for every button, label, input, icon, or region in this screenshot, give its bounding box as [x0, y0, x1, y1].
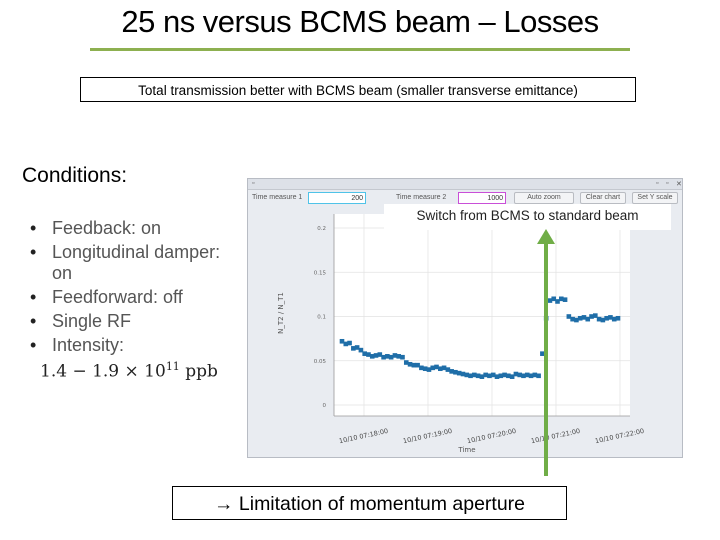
minimize-icon[interactable]: ▫	[656, 180, 659, 187]
condition-text: Feedforward: off	[52, 287, 183, 307]
clear-chart-button[interactable]: Clear chart	[580, 192, 626, 204]
y-tick-label: 0.05	[313, 358, 326, 365]
x-tick-label: 10/10 07:18:00	[338, 426, 389, 446]
x-tick-label: 10/10 07:21:00	[530, 426, 581, 446]
switch-callout: Switch from BCMS to standard beam	[384, 204, 671, 230]
x-tick-label: 10/10 07:22:00	[594, 426, 645, 446]
bullet-icon: •	[30, 287, 37, 307]
set-y-scale-button[interactable]: Set Y scale	[632, 192, 678, 204]
time-measure-2-label: Time measure 2	[396, 194, 447, 201]
right-arrow-icon: →	[213, 493, 234, 515]
slide-title: 25 ns versus BCMS beam – Losses	[121, 4, 599, 39]
y-tick-label: 0	[322, 403, 326, 409]
time-measure-2-input[interactable]: 1000	[458, 192, 506, 204]
condition-text: Single RF	[52, 311, 132, 331]
time-measure-1-input[interactable]: 200	[308, 192, 366, 204]
intensity-exponent: 11	[165, 360, 180, 373]
intensity-range: 1.4 − 1.9 × 10	[40, 361, 166, 382]
y-tick-label: 0.15	[313, 270, 326, 277]
bullet-icon: •	[30, 242, 37, 262]
y-tick-label: 0.1	[317, 314, 326, 321]
condition-text: Intensity:	[52, 335, 125, 355]
close-icon[interactable]: ✕	[676, 181, 682, 188]
auto-zoom-toggle[interactable]: Auto zoom	[514, 192, 574, 204]
bullet-icon: •	[30, 335, 37, 355]
x-tick-label: 10/10 07:19:00	[402, 426, 453, 446]
condition-text: Longitudinal damper:	[52, 242, 221, 262]
condition-text: Feedback: on	[52, 218, 162, 238]
x-tick-label: 10/10 07:20:00	[466, 426, 517, 446]
maximize-icon[interactable]: ▫	[666, 180, 669, 187]
window-menu-icon[interactable]: ▫	[252, 180, 255, 187]
y-axis-label: N_T2 / N_T1	[277, 292, 285, 334]
bullet-icon: •	[30, 311, 37, 331]
transmission-note: Total transmission better with BCMS beam (smaller transverse emittance)	[80, 77, 636, 102]
intensity-unit: ppb	[185, 361, 218, 382]
condition-text: on	[52, 263, 73, 283]
conclusion-text: Limitation of momentum aperture	[238, 493, 526, 515]
x-axis-label: Time	[458, 446, 476, 454]
switch-arrow-head	[537, 229, 555, 244]
bullet-icon: •	[30, 218, 37, 238]
conclusion-box	[172, 486, 567, 520]
time-measure-1-label: Time measure 1	[252, 194, 303, 201]
conditions-heading: Conditions:	[22, 164, 128, 187]
y-tick-label: 0.2	[317, 226, 326, 232]
